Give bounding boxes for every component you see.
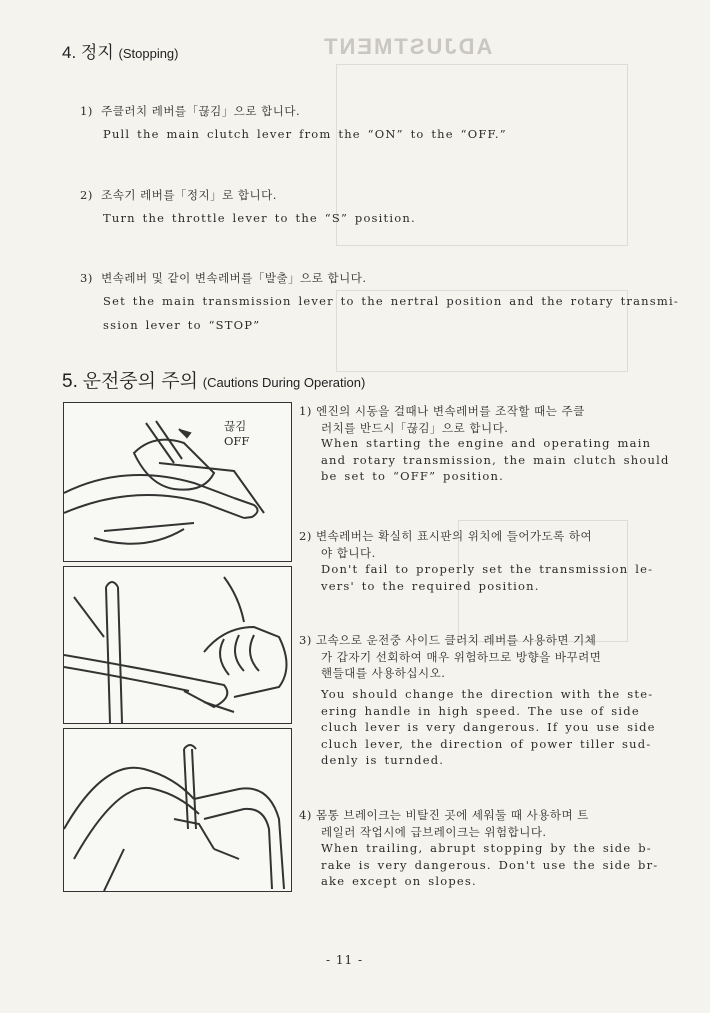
side-clutch-illustration (64, 729, 291, 891)
caution-1-ko: 1) 엔진의 시동을 걸때나 변속레버를 조작할 때는 주클 러치를 반드시「끊김」으로 합니다. (299, 404, 585, 435)
step-4-1-ko: 1) 주클러치 레버를「끊김」으로 합니다. (80, 104, 301, 118)
step-4-3-en-line2: ssion lever to “STOP” (103, 318, 261, 332)
caution-4-en: When trailing, abrupt stopping by the side b- rake is very dangerous. Don't use the side br- ake except on slopes. (321, 841, 659, 888)
caution-4-ko: 4) 몸통 브레이크는 비탈진 곳에 세워둘 때 사용하며 트 레일러 작업시에 급브레이크는 위험합니다. (299, 808, 589, 839)
clutch-lever-illustration (64, 403, 291, 561)
caution-1-en: When starting the engine and operating main and rotary transmission, the main clutch should be set to “OFF” position. (321, 436, 670, 483)
section-title-en: (Stopping) (118, 46, 179, 61)
step-4-2-ko: 2) 조속기 레버를「정지」로 합니다. (80, 188, 277, 202)
section-title-en: (Cautions During Operation) (202, 375, 366, 390)
section-4-heading (62, 38, 179, 63)
step-4-2-en: Turn the throttle lever to the “S” position. (103, 211, 416, 225)
figure-clutch-lever (63, 402, 292, 562)
caution-3-en: You should change the direction with the ste- ering handle in high speed. The use of side cluch lever is very dangerous. If you use side cluch lever, the direction of power tiller sud- denly is turnded. (321, 687, 656, 767)
section-5-heading (62, 366, 365, 393)
step-4-3-ko: 3) 변속레버 및 같이 변속레버를「발출」으로 합니다. (80, 271, 367, 285)
transmission-lever-illustration (64, 567, 291, 723)
bleed-through-heading: ADJUSTMENT (322, 34, 493, 59)
figure-side-clutch (63, 728, 292, 892)
figure-transmission-lever (63, 566, 292, 724)
step-4-3-en-line1: Set the main transmission lever to the nertral position and the rotary transmi- (103, 294, 679, 308)
label-en: OFF (224, 434, 250, 448)
section-number: 5. (62, 371, 78, 392)
section-number: 4. (62, 43, 77, 62)
caution-2-en: Don't fail to properly set the transmission le- vers' to the required position. (321, 562, 654, 593)
step-4-1-en: Pull the main clutch lever from the “ON” to the “OFF.” (103, 127, 507, 141)
label-ko: 끊김 (224, 419, 247, 433)
section-title-ko: 정지 (80, 43, 114, 62)
caution-2-ko: 2) 변속레버는 확실히 표시판의 위치에 들어가도록 하여 야 합니다. (299, 529, 593, 560)
figure-label (224, 419, 249, 449)
caution-3-ko: 3) 고속으로 운전중 사이드 클러치 레버를 사용하면 기체 가 갑자기 선회하여 매우 위험하므로 방향을 바꾸려면 핸들대를 사용하십시오. (299, 633, 602, 680)
section-title-ko: 운전중의 주의 (82, 371, 198, 392)
page-number: - 11 - (326, 953, 364, 967)
